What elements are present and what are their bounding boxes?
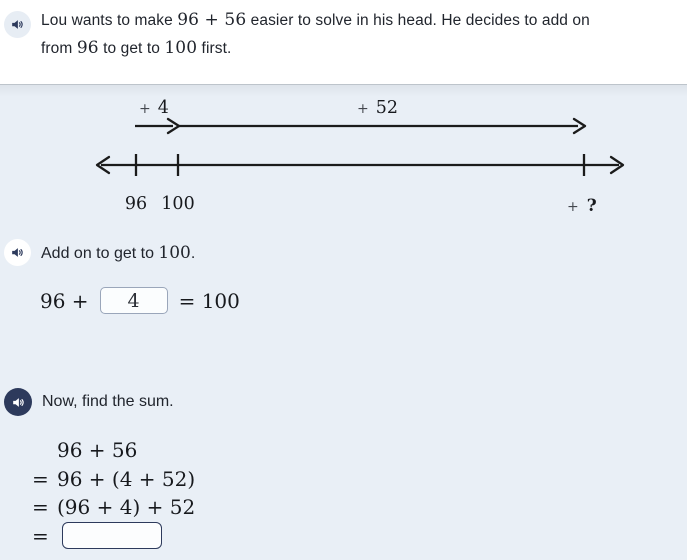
speaker-icon [11, 395, 26, 410]
audio-play-button[interactable] [4, 239, 31, 266]
sum-answer-input[interactable] [62, 522, 162, 549]
speaker-icon [10, 17, 25, 32]
tick-label-96: 96 [124, 194, 148, 214]
add-on-heading-row [0, 239, 687, 266]
problem-text-line2: from 96 to get to 100 first. [41, 37, 232, 58]
step-row-3 [32, 493, 687, 522]
equation-right: = 100 [178, 288, 240, 313]
equals-sign: = [32, 466, 49, 491]
equation-left: 96 + [40, 288, 89, 313]
problem-text [41, 7, 590, 62]
step-row-1 [32, 436, 687, 465]
jump-label-large: + 52 [357, 98, 399, 118]
add-on-equation [40, 287, 687, 314]
audio-play-button[interactable] [4, 11, 31, 38]
work-area [0, 84, 687, 560]
audio-play-button-active[interactable] [4, 388, 32, 416]
add-on-answer-input[interactable] [100, 287, 168, 314]
equals-sign: = [32, 523, 49, 548]
step-expression: 96 + (4 + 52) [57, 466, 196, 491]
step-row-4 [32, 522, 687, 551]
step-expression: (96 + 4) + 52 [57, 495, 196, 520]
add-on-heading: Add on to get to 100. [41, 242, 196, 263]
problem-text-line1: Lou wants to make 96 + 56 easier to solve in his head. He decides to add on [41, 10, 590, 30]
solution-steps [32, 436, 687, 550]
speaker-icon [10, 245, 25, 260]
equals-sign: = [32, 495, 49, 520]
find-sum-heading-row [0, 388, 687, 416]
jump-label-small: + 4 [139, 98, 169, 118]
find-sum-heading: Now, find the sum. [42, 393, 174, 410]
step-expression: 96 + 56 [57, 438, 138, 463]
end-label-unknown: + ? [567, 196, 597, 216]
add-on-section [0, 239, 687, 314]
find-sum-section [0, 388, 687, 550]
number-line-figure [0, 85, 687, 225]
tick-label-100: 100 [161, 194, 195, 214]
step-row-2 [32, 465, 687, 494]
problem-statement [0, 0, 687, 84]
